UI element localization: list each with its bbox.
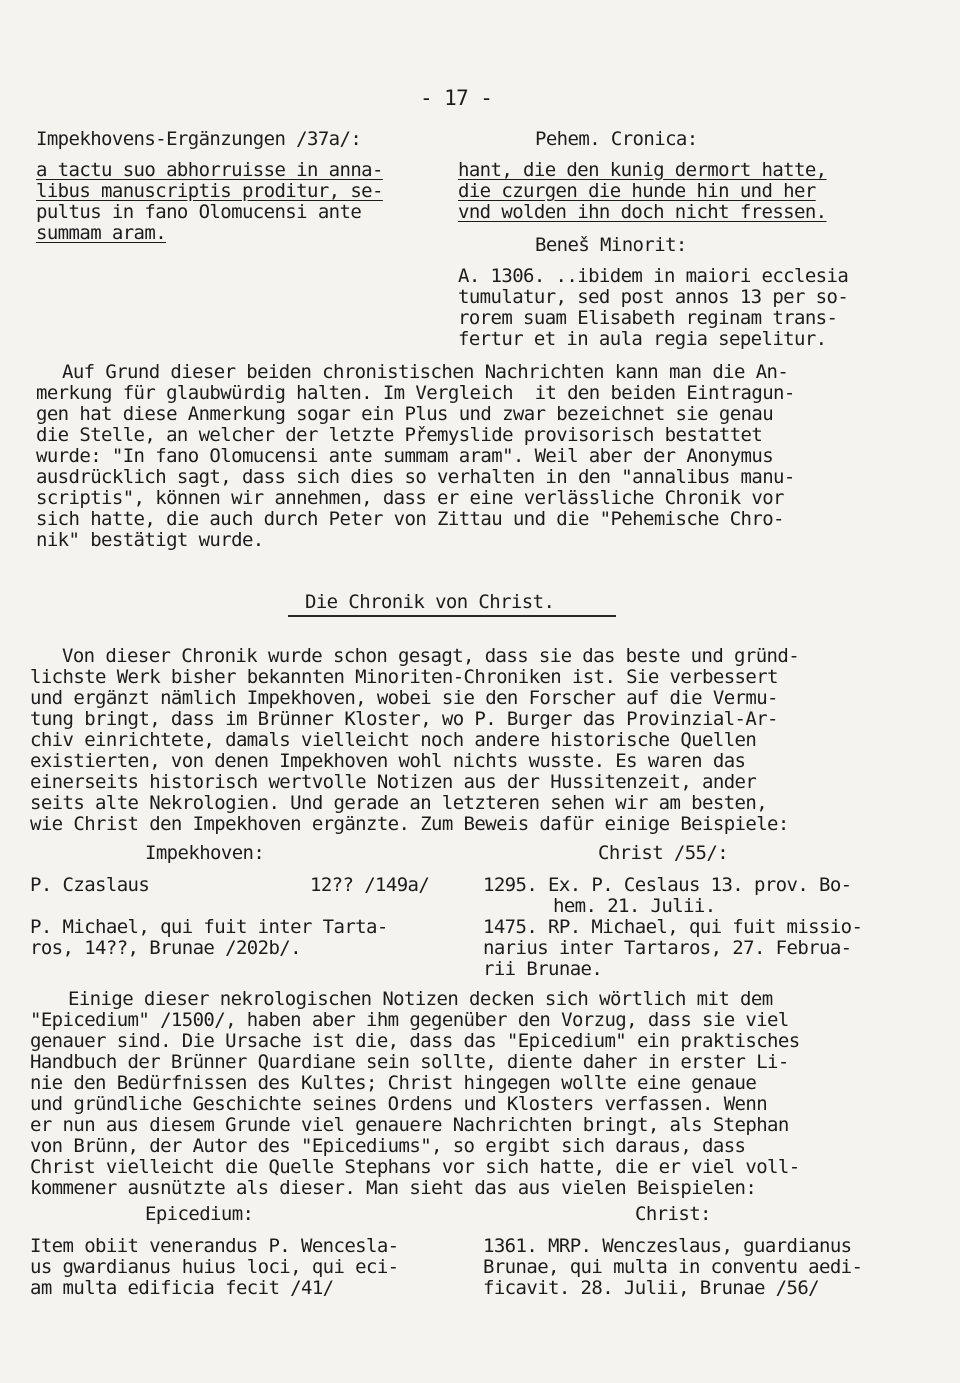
left-line: pultus in fano Olomucensi ante <box>36 201 362 223</box>
compare1-left-entry: P. Czaslaus <box>30 874 150 896</box>
compare1-left-heading: Impekhoven: <box>145 842 265 864</box>
page-number: - 17 - <box>420 86 493 110</box>
para1-line: nik" bestätigt wurde. <box>36 529 264 551</box>
benes-line: A. 1306. ..ibidem in maiori ecclesia <box>458 265 849 287</box>
para3-line: genauer sind. Die Ursache ist die, dass das "Epicedium" ein praktisches <box>30 1030 800 1052</box>
para2-line: chiv einrichtete, damals vielleicht noch andere historische Quellen <box>30 729 757 751</box>
para2-line: einerseits historisch wertvolle Notizen aus der Hussitenzeit, ander <box>30 771 757 793</box>
para2-line: Von dieser Chronik wurde schon gesagt, dass sie das beste und gründ- <box>62 645 800 667</box>
compare1-left-entry: P. Michael, qui fuit inter Tarta- <box>30 916 388 938</box>
compare2-left-heading: Epicedium: <box>145 1203 254 1225</box>
compare1-right-entry: 1295. Ex. P. Ceslaus 13. prov. Bo- <box>483 874 852 896</box>
section-title: Die Chronik von Christ. <box>305 591 555 613</box>
para3-line: kommener ausnützte als dieser. Man sieht das aus vielen Beispielen: <box>30 1177 757 1199</box>
compare2-right-heading: Christ: <box>635 1203 711 1225</box>
para2-line: tung bringt, dass im Brünner Kloster, wo P. Burger das Provinzial-Ar- <box>30 708 778 730</box>
para2-line: seits alte Nekrologien. Und gerade an letzteren sehen wir am besten, <box>30 792 768 814</box>
compare2-left-entry: am multa edificia fecit /41/ <box>30 1277 334 1299</box>
left-heading: Impekhovens-Ergänzungen /37a/: <box>36 128 362 150</box>
para1-line: die Stelle, an welcher der letzte Přemyslide provisorisch bestattet <box>36 424 763 446</box>
right-heading: Pehem. Cronica: <box>535 128 698 150</box>
section-title-underline <box>288 615 616 617</box>
compare1-right-entry: narius inter Tartaros, 27. Februa- <box>483 937 852 959</box>
compare2-right-entry: Brunae, qui multa in conventu aedi- <box>483 1256 863 1278</box>
benes-line: fertur et in aula regia sepelitur. <box>458 328 827 350</box>
left-line: libus manuscriptis proditur, se- <box>36 180 383 202</box>
left-line: summam aram. <box>36 222 167 244</box>
para2-line: wie Christ den Impekhoven ergänzte. Zum Beweis dafür einige Beispiele: <box>30 813 789 835</box>
para3-line: er nun aus diesem Grunde viel genauere Nachrichten bringt, als Stephan <box>30 1114 789 1136</box>
benes-line: tumulatur, sed post annos 13 per so- <box>458 286 849 308</box>
para3-line: und gründliche Geschichte seines Ordens und Klosters verfassen. Wenn <box>30 1093 768 1115</box>
para1-line: merkung für glaubwürdig halten. Im Vergleich it den beiden Eintragun- <box>36 382 795 404</box>
benes-line: rorem suam Elisabeth reginam trans- <box>458 307 838 329</box>
para2-line: lichste Werk bisher bekannten Minoriten-Chroniken ist. Sie verbessert <box>30 666 778 688</box>
compare1-left-entry-ref: 12?? /149a/ <box>310 874 430 896</box>
para1-line: sich hatte, die auch durch Peter von Zittau und die "Pehemische Chro- <box>36 508 784 530</box>
para3-line: Christ vielleicht die Quelle Stephans vor sich hatte, die er viel voll- <box>30 1156 800 1178</box>
para3-line: "Epicedium" /1500/, haben aber ihm gegenüber den Vorzug, dass sie viel <box>30 1009 789 1031</box>
para2-line: und ergänzt nämlich Impekhoven, wobei sie den Forscher auf die Vermu- <box>30 687 778 709</box>
para3-line: von Brünn, der Autor des "Epicediums", so ergibt sich daraus, dass <box>30 1135 746 1157</box>
right-line: hant, die den kunig dermort hatte, <box>458 159 827 181</box>
compare2-right-entry: 1361. MRP. Wenczeslaus, guardianus <box>483 1235 852 1257</box>
benes-heading: Beneš Minorit: <box>535 234 687 256</box>
para3-line: nie den Bedürfnissen des Kultes; Christ hingegen wollte eine genaue <box>30 1072 757 1094</box>
para2-line: existierten, von denen Impekhoven wohl nichts wusste. Es waren das <box>30 750 746 772</box>
para1-line: gen hat diese Anmerkung sogar ein Plus und zwar bezeichnet sie genau <box>36 403 774 425</box>
compare1-right-entry: hem. 21. Julii. <box>553 895 716 917</box>
para3-line: Einige dieser nekrologischen Notizen decken sich wörtlich mit dem <box>68 988 773 1010</box>
compare1-left-entry: ros, 14??, Brunae /202b/. <box>30 937 301 959</box>
compare2-left-entry: us gwardianus huius loci, qui eci- <box>30 1256 399 1278</box>
compare1-right-entry: 1475. RP. Michael, qui fuit missio- <box>483 916 863 938</box>
para1-line: ausdrücklich sagt, dass sich dies so verhalten in den "annalibus manu- <box>36 466 795 488</box>
compare1-right-heading: Christ /55/: <box>598 842 729 864</box>
para1-line: scriptis", können wir annehmen, dass er eine verlässliche Chronik vor <box>36 487 784 509</box>
para1-line: wurde: "In fano Olomucensi ante summam aram". Weil aber der Anonymus <box>36 445 774 467</box>
right-line: vnd wolden ihn doch nicht fressen. <box>458 201 827 223</box>
compare1-right-entry: rii Brunae. <box>483 958 603 980</box>
para1-line: Auf Grund dieser beiden chronistischen Nachrichten kann man die An- <box>62 361 789 383</box>
right-line: die czurgen die hunde hin und her <box>458 180 816 202</box>
left-line: a tactu suo abhorruisse in anna- <box>36 159 383 181</box>
compare2-right-entry: ficavit. 28. Julii, Brunae /56/ <box>483 1277 820 1299</box>
compare2-left-entry: Item obiit venerandus P. Wencesla- <box>30 1235 399 1257</box>
para3-line: Handbuch der Brünner Quardiane sein sollte, diente daher in erster Li- <box>30 1051 789 1073</box>
